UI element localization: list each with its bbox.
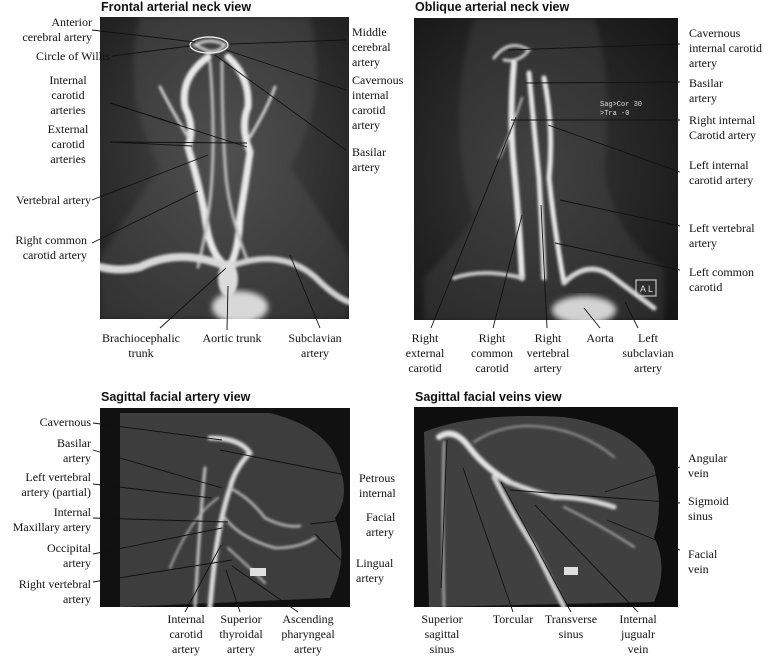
label-left-common-carotid: Left common carotid (689, 265, 754, 294)
label-superior-sagittal-sinus: Superior sagittal sinus (421, 612, 463, 656)
label-basilar-artery-frontal: Basilar artery (352, 145, 386, 174)
label-middle-cerebral-artery: Middle cerebral artery (352, 25, 391, 69)
label-angular-vein: Angular vein (688, 451, 728, 480)
frontal-angiogram-image (100, 17, 349, 319)
label-left-subclavian-artery: Left subclavian artery (622, 331, 674, 375)
label-basilar-artery-sagittal: Basilar artery (57, 436, 91, 465)
label-anterior-cerebral-artery: Anterior cerebral artery (22, 15, 92, 44)
overlay-text-line-2: >Tra -0 (600, 110, 630, 118)
label-occipital-artery: Occipital artery (47, 541, 91, 570)
label-internal-carotid-artery-sagittal: Internal carotid artery (167, 612, 205, 656)
label-right-external-carotid: Right external carotid (405, 331, 445, 375)
label-internal-maxillary-artery: Internal Maxillary artery (12, 505, 91, 534)
label-right-vertebral-artery-oblique: Right vertebral artery (526, 331, 570, 375)
label-cavernous-ica-frontal: Cavernous internal carotid artery (352, 73, 404, 132)
label-left-internal-carotid: Left internal carotid artery (689, 158, 754, 187)
label-circle-of-willis: Circle of Willis (36, 49, 110, 63)
label-vertebral-artery: Vertebral artery (16, 193, 91, 207)
label-right-internal-carotid: Right internal Carotid artery (689, 113, 756, 142)
label-transverse-sinus: Transverse sinus (544, 612, 598, 641)
orientation-marker-text: A L (640, 284, 654, 294)
label-facial-artery: Facial artery (366, 510, 396, 539)
label-sigmoid-sinus: Sigmoid sinus (688, 494, 729, 523)
frontal-panel-title: Frontal arterial neck view (101, 0, 252, 14)
oblique-angiogram-image (414, 18, 678, 320)
sagittal-artery-panel-title: Sagittal facial artery view (101, 390, 251, 404)
label-facial-vein: Facial vein (688, 547, 718, 576)
sagittal-artery-image (100, 408, 350, 607)
label-torcular: Torcular (492, 612, 534, 626)
label-external-carotid-arteries: External carotid arteries (47, 122, 89, 166)
label-cavernous-sagittal: Cavernous (39, 415, 91, 429)
label-cavernous-ica-oblique: Cavernous internal carotid artery (689, 26, 762, 70)
label-subclavian-artery: Subclavian artery (288, 331, 342, 360)
label-right-common-carotid-oblique: Right common carotid (471, 331, 513, 375)
label-right-vertebral-artery-sagittal: Right vertebral artery (18, 577, 91, 606)
label-aorta: Aorta (586, 331, 614, 345)
label-ascending-pharyngeal-artery: Ascending pharyngeal artery (281, 612, 335, 656)
label-superior-thyroidal-artery: Superior thyroidal artery (219, 612, 263, 656)
label-petrous-internal: Petrous internal (359, 471, 396, 500)
label-basilar-artery-oblique: Basilar artery (689, 76, 723, 105)
label-internal-jugular-vein: Internal jugualr vein (619, 612, 657, 656)
sagittal-veins-image (414, 407, 678, 607)
label-brachiocephalic-trunk: Brachiocephalic trunk (102, 331, 180, 360)
label-lingual-artery: Lingual artery (356, 556, 394, 585)
label-internal-carotid-arteries: Internal carotid arteries (49, 73, 87, 117)
label-right-common-carotid-artery: Right common carotid artery (15, 233, 87, 262)
oblique-panel-title: Oblique arterial neck view (415, 0, 570, 14)
overlay-text-line-1: Sag>Cor 30 (600, 101, 643, 109)
label-left-vertebral-artery: Left vertebral artery (689, 221, 755, 250)
sagittal-veins-panel-title: Sagittal facial veins view (415, 390, 562, 404)
label-aortic-trunk: Aortic trunk (202, 331, 262, 345)
label-left-vertebral-partial: Left vertebral artery (partial) (21, 470, 91, 499)
